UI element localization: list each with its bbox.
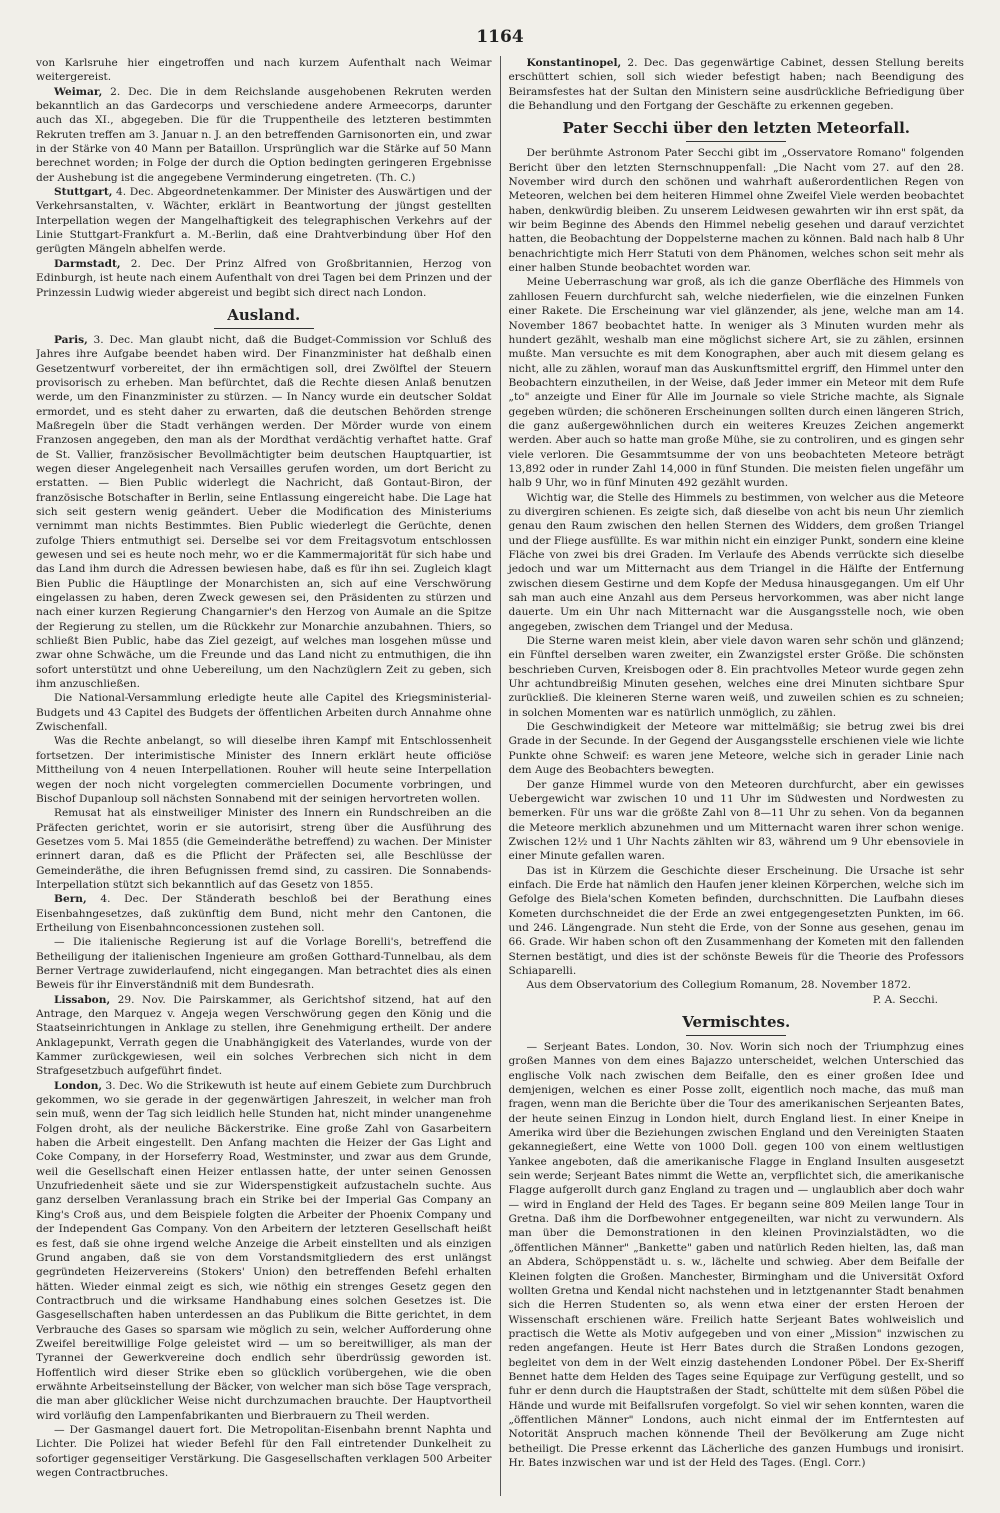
right-column — [501, 56, 965, 1496]
dateline: Paris, — [54, 333, 88, 346]
paragraph-text: 2. Dec. Die in dem Reichslande ausgehobenen Rekruten werden bekanntlich an das Gardecorps und verschiedene andere Armeecorps, darunter auch das XI., abgegeben. Die für die Truppentheile des letzteren bestimmten Rekruten treffen am 3. Januar n. J. an den betreffenden Garnisonorten ein, und zwar in der Stärke von 40 Mann per Bataillon. Ursprünglich war die Stärke auf 50 Mann berechnet worden; in Folge der durch die Option bedingten geringeren Ergebnisse der Aushebung ist die angegebene Verminderung eingetreten. (Th. C.) — [36, 85, 492, 184]
dateline: London, — [54, 1079, 103, 1092]
article-paragraph — [36, 691, 492, 734]
dateline: Lissabon, — [54, 993, 111, 1006]
article-paragraph — [36, 935, 492, 992]
paragraph-text: Der berühmte Astronom Pater Secchi gibt im „Osservatore Romano" folgenden Bericht über den letzten Sternschnuppenfall: „Die Nacht vom 27. auf den 28. November wird durch den schönen und wahrhaft außerordentlichen Regen von Meteoren, welchen bei dem heiteren Himmel ohne Zweifel Viele werden beobachtet haben, denkwürdig bleiben. Zu unserem Leidwesen gewahrten wir ihn erst spät, da wir beim Beginne des Abends den Himmel nebelig gesehen und darauf verzichtet hatten, die Beobachtung der Doppelsterne machen zu können. Bald nach halb 8 Uhr benachrichtigte mich Herr Statuti von dem Phänomen, welches schon seit mehr als einer halben Stunde beobachtet worden war. — [508, 147, 964, 275]
paragraph-text: — Der Gasmangel dauert fort. Die Metropolitan-Eisenbahn brennt Naphta und Lichter. Die Polizei hat wieder Befehl für den Fall eintretender Dunkelheit zu sofortiger gegenseitiger Verstärkung. Die Gasgesellschaften verklagen 500 Arbeiter wegen Contractbruches. — [36, 1423, 492, 1479]
dateline: Stuttgart, — [54, 186, 113, 199]
paragraph-text: Die National-Versammlung erledigte heute alle Capitel des Kriegsministerial-Budgets und 43 Capitel des Budgets der öffentlichen Arbeiten durch Annahme ohne Zwischenfall. — [36, 692, 492, 734]
dateline: Konstantinopel, — [526, 57, 622, 69]
article-paragraph — [36, 734, 492, 806]
section-rule — [686, 141, 786, 142]
paragraph-text: 2. Dec. Das gegenwärtige Cabinet, dessen Stellung bereits erschüttert schien, soll sich wieder befestigt haben; nach Beendigung des Beiramsfestes hat der Sultan den Ministern seine ausdrückliche Befriedigung über die Behandlung und den Fortgang der Geschäfte zu erkennen gegeben. — [508, 57, 964, 113]
article-paragraph — [36, 333, 492, 692]
paragraph-text: — Die italienische Regierung ist auf die Vorlage Borelli's, betreffend die Betheiligung der italienischen Ingenieure am großen Gotthard-Tunnelbau, als dem Berner Vertrage zuwiderlaufend, nicht eingegangen. Man betrachtet dies als einen Beweis für ihr Einverständniß mit dem Bundesrath. — [36, 936, 492, 992]
article-paragraph — [509, 56, 965, 113]
paragraph-text: — Serjeant Bates. London, 30. Nov. Worin sich noch der Triumphzug eines großen Mannes von dem eines Bajazzo unterscheidet, welchen Unterschied das englische Volk nach zwischen dem Beifalle, den es einer großen Idee und demjenigen, welchen es einer Posse zollt, eigentlich noch mache, das muß man fragen, wenn man die Berichte über die Tour des amerikanischen Serjeanten Bates, der heute seinen Einzug in London hielt, durch England liest. In einer Kneipe in Amerika wird über die Beziehungen zwischen England und den Vereinigten Staaten gekannegießert, eine Wette von 1000 Doll. gegen 100 von einem weltlustigen Yankee angeboten, daß die amerikanische Flagge in England Insulten ausgesetzt sein werde; Serjeant Bates nimmt die Wette an, verpflichtet sich, die amerikanische Flagge aufgerollt durch ganz England zu tragen und — unglaublich aber doch wahr — wird in England der Held des Tages. Er begann seine 809 Meilen lange Tour in Gretna. Daß ihm die Dorfbewohner entgegeneilten, war nicht zu verwundern. Als man über die Demonstrationen in den kleinen Provinzialstädten, wo die „öffentlichen Männer" „Bankette" gaben und natürlich Reden hielten, las, daß man an Abdera, Schöppenstädt u. s. w., lächelte und schwieg. Aber dem Beifalle der Kleinen folgten die Großen. Manchester, Birmingham und die Universität Oxford wollten Gretna und Kendal nicht nachstehen und in letztgenannter Stadt benahmen sich die Herren Studenten so, als wenn etwa einer der ersten Heroen der Wissenschaft erschienen wäre. Freilich hatte Serjeant Bates wohlweislich und practisch die Wette als Motiv aufgegeben und von einer „Mission" inzwischen zu reden angefangen. Heute ist Herr Bates durch die Straßen Londons gezogen, begleitet von dem in der Welt einzig dastehenden Londoner Pöbel. Der Ex-Sheriff Bennet hatte dem Helden des Tages seine Equipage zur Verfügung gestellt, und so fuhr er denn durch die Hauptstraßen der Stadt, schüttelte mit dem süßen Pöbel die Hände und wurde mit Beifallsrufen vorgefolgt. So viel wir sehen konnten, waren die „öffentlichen Männer" Londons, auch nicht einmal der im Entferntesten auf Notorität Anspruch machen könnende Theil der Bevölkerung am Zuge nicht betheiligt. Die Presse erkennt das Lächerliche des ganzen Humbugs und ironisirt. Hr. Bates inzwischen war und ist der Held des Tages. (Engl. Corr.) — [508, 1041, 964, 1469]
article-paragraph — [509, 720, 965, 777]
article-paragraph — [509, 1040, 965, 1470]
dateline: Weimar, — [54, 85, 103, 98]
paragraph-text: 3. Dec. Man glaubt nicht, daß die Budget-Commission vor Schluß des Jahres ihre Aufgabe beendet haben wird. Der Finanzminister hat deßhalb einen Gesetzentwurf vorbereitet, der ihn ermächtigen soll, drei Zwölftel der Steuern provisorisch zu erheben. Man befürchtet, daß die Rechte diesen Anlaß benutzen werde, um den Finanzminister zu stürzen. — In Nancy wurde ein deutscher Soldat ermordet, und es steht daher zu erwarten, daß die deutschen Behörden strenge Maßregeln über die Stadt verhängen werden. Der Mörder wurde von einem Franzosen angegeben, den man als der Mordthat verdächtig verhaftet hatte. Graf de St. Vallier, französischer Bevollmächtigter beim deutschen Hauptquartier, ist wegen dieser Angelegenheit nach Versailles gerufen worden, um dort Bericht zu erstatten. — Bien Public widerlegt die Nachricht, daß Gontaut-Biron, der französische Botschafter in Berlin, seine Entlassung eingereicht habe. Die Lage hat sich seit gestern wenig geändert. Ueber die Modification des Ministeriums vernimmt man nichts Bestimmtes. Bien Public wiederlegt die Gerüchte, denen zufolge Thiers entmuthigt sei. Derselbe sei vor dem Freitagsvotum entschlossen gewesen und sei es heute noch mehr, wo er die Kammermajorität für sich habe und das Land ihm durch die Adressen bewiesen habe, daß es für ihn sei. Zugleich klagt Bien Public die Häuptlinge der Monarchisten an, sich auf eine Verschwörung eingelassen zu haben, deren Zweck gewesen sei, den Präsidenten zu stürzen und nach einer kurzen Regierung Changarnier's den Herzog von Aumale an die Spitze der Regierung zu stellen, um die Rückkehr zur Monarchie anzubahnen. Thiers, so schließt Bien Public, habe das Ziel gezeigt, auf welches man losgehen müsse und zwar ohne Schwäche, um die Freunde und das Land nicht zu entmuthigen, die ihn sofort unterstützt und ohne Uebereilung, um den Nachzüglern Zeit zu geben, sich ihm anzuschließen. — [36, 333, 492, 691]
dateline: Darmstadt, — [54, 257, 121, 270]
article-paragraph — [36, 56, 492, 85]
article-paragraph — [509, 275, 965, 490]
article-paragraph — [509, 864, 965, 979]
paragraph-text: 2. Dec. Der Prinz Alfred von Großbritannien, Herzog von Edinburgh, ist heute nach einem Aufenthalt von drei Tagen bei dem Prinzen und der Prinzessin Ludwig wieder abgereist und begibt sich direct nach London. — [36, 257, 492, 299]
article-paragraph — [509, 978, 965, 992]
paragraph-text: 4. Dec. Abgeordnetenkammer. Der Minister des Auswärtigen und der Verkehrsanstalten, v. Wächter, erklärt in Beantwortung der jüngst gestellten Interpellation wegen der Mangelhaftigkeit des telegraphischen Verkehrs auf der Linie Stuttgart-Frankfurt a. M.-Berlin, daß eine Drahtverbindung über Hof den gerügten Mängeln abhelfen werde. — [36, 186, 492, 256]
paragraph-text: Die Geschwindigkeit der Meteore war mittelmäßig; sie betrug zwei bis drei Grade in der Secunde. In der Gegend der Ausgangsstelle erschienen viele wie lichte Punkte ohne Schweif: es waren jene Meteore, welche sich in gerader Linie nach dem Auge des Beobachters bewegten. — [508, 721, 964, 777]
paragraph-text: Was die Rechte anbelangt, so will dieselbe ihren Kampf mit Entschlossenheit fortsetzen. Der interimistische Minister des Innern erklärt heute officiöse Mittheilung von 4 neuen Interpellationen. Rouher will heute seine Interpellation wegen der noch nicht vorgelegten commerciellen Documente vorbringen, und Bischof Dupanloup soll nächsten Sonnabend mit der seinigen hervortreten wollen. — [36, 735, 492, 805]
article-paragraph — [36, 257, 492, 300]
section-rule — [686, 1035, 786, 1036]
section-heading: Vermischtes. — [682, 1013, 791, 1031]
page-number: 1164 — [476, 27, 524, 47]
paragraph-text: Die Sterne waren meist klein, aber viele davon waren sehr schön und glänzend; ein Fünftel derselben waren zweiter, ein Zwanzigstel erster Größe. Die schönsten beschrieben Curven, Kreisbogen oder 8. Ein prachtvolles Meteor wurde gegen zehn Uhr achtundbreißig Minuten gesehen, welches eine drei Minuten sichtbare Spur zurückließ. Die kleineren Sterne waren weiß, und zuweilen schien es zu schneien; in solchen Momenten war es natürlich unmöglich, zu zählen. — [508, 635, 964, 719]
article-paragraph — [36, 185, 492, 257]
paragraph-text: Aus dem Observatorium des Collegium Romanum, 28. November 1872. — [526, 979, 912, 992]
article-paragraph — [36, 806, 492, 892]
article-paragraph — [509, 778, 965, 864]
section-heading: Ausland. — [227, 305, 301, 324]
paragraph-text: von Karlsruhe hier eingetroffen und nach kurzem Aufenthalt nach Weimar weitergereist. — [36, 57, 492, 84]
columns — [36, 56, 964, 1496]
dateline: Bern, — [54, 893, 87, 906]
paragraph-text: 3. Dec. Wo die Strikewuth ist heute auf einem Gebiete zum Durchbruch gekommen, wo sie gerade in der gegenwärtigen Jahreszeit, in welcher man froh sein muß, wenn der Tag sich leidlich helle Stunden hat, nicht minder unangenehme Folgen droht, als der neuliche Bäckerstrike. Eine große Zahl von Gasarbeitern haben die Arbeit eingestellt. Den Anfang machten die Heizer der Gas Light and Coke Company, in der Horseferry Road, Westminster, und zwar aus dem Grunde, weil die Gesellschaft einen Heizer entlassen hatte, der unter seinen Genossen Unzufriedenheit säete und sie zur Widerspenstigkeit aufzustacheln suchte. Aus ganz derselben Veranlassung brach ein Strike bei der Imperial Gas Company an King's Croß aus, und dem Beispiele folgten die Arbeiter der Phoenix Company und der Independent Gas Company. Von den Arbeitern der letzteren Gesellschaft heißt es fest, daß sie ohne irgend welche Anzeige die Arbeit einstellten und als einzigen Grund angaben, daß sie von dem Vorstandsmitgliedern des erst unlängst gegründeten Heizervereins (Stokers' Union) den betreffenden Befehl erhalten hätten. Wieder einmal zeigt es sich, wie nöthig ein strenges Gesetz gegen den Contractbruch und die wirksame Handhabung eines solchen Gesetzes ist. Die Gasgesellschaften haben unterdessen an das Publikum die Bitte gerichtet, in dem Verbrauche des Gases so sparsam wie möglich zu sein, welcher Aufforderung ohne Zweifel bereitwillige Folge geleistet wird — um so bereitwilliger, als man der Tyrannei der Gewerkvereine doch endlich sehr überdrüssig geworden ist. Hoffentlich wird dieser Strike eben so glücklich vorübergehen, wie die oben erwähnte Arbeitseinstellung der Bäcker, von welcher man sich böse Tage versprach, die man aber glücklicher Weise nicht durchzumachen brauchte. Der Hauptvortheil wird vorläufig den Lampenfabrikanten und Bierbrauern zu Theil werden. — [36, 1079, 492, 1422]
article-paragraph — [36, 1079, 492, 1423]
article-paragraph — [509, 634, 965, 720]
section-heading: Pater Secchi über den letzten Meteorfall. — [562, 119, 910, 138]
paragraph-text: 29. Nov. Die Pairskammer, als Gerichtshof sitzend, hat auf den Antrage, den Marquez v. Angeja wegen Verschwörung gegen den König und die Staatseinrichtungen in Anklage zu stellen, ihre Genehmigung ertheilt. Der andere Anklagepunkt, Verrath gegen die Unabhängigkeit des Vaterlandes, wurde von der Kammer zurückgewiesen, weil ein solches Verbrechen sich nicht in dem Strafgesetzbuch aufgeführt findet. — [36, 993, 492, 1078]
article-paragraph — [36, 993, 492, 1079]
paragraph-text: 4. Dec. Der Ständerath beschloß bei der Berathung eines Eisenbahngesetzes, daß zukünftig dem Bund, nicht mehr den Cantonen, die Ertheilung von Eisenbahnconcessionen zustehen soll. — [36, 893, 492, 934]
paragraph-text: Meine Ueberraschung war groß, als ich die ganze Oberfläche des Himmels von zahllosen Feuern durchfurcht sah, welche niederfielen, wie die einzelnen Funken einer Rakete. Die Erscheinung war viel glänzender, als jene, welche man am 14. November 1867 beobachtet hatte. In weniger als 3 Minuten wurden mehr als hundert gezählt, weshalb man eine möglichst sichere Art, sie zu zählen, ersinnen mußte. Man versuchte es mit dem Konographen, aber auch mit diesem gelang es nicht, alle zu zählen, worauf man das Auskunftsmittel ergriff, den Himmel unter den Beobachtern einzutheilen, in der Weise, daß Jeder immer ein Meteor mit dem Rufe „to" anzeigte und Einer für Alle im Journale so viele Striche machte, als Signale gegeben würden; die schöneren Erscheinungen sollten durch einen längeren Strich, die ganz außergewöhnlichen durch ein weiteres Kreuzes Zeichen angemerkt werden. Aber auch so hatte man große Mühe, sie zu controliren, und es gingen sehr viele verloren. Die Gesammtsumme der von uns beobachteten Meteore beträgt 13,892 oder in runder Zahl 14,000 in fünf Stunden. Die meisten fielen ungefähr um halb 9 Uhr, wo in fünf Minuten 492 gezählt wurden. — [508, 276, 964, 490]
article-paragraph — [36, 85, 492, 185]
signature: P. A. Secchi. — [872, 993, 938, 1006]
article-paragraph — [509, 491, 965, 634]
paragraph-text: Der ganze Himmel wurde von den Meteoren durchfurcht, aber ein gewisses Uebergewicht war zwischen 10 und 11 Uhr im Südwesten und Nordwesten zu bemerken. Für uns war die größte Zahl von 8—11 Uhr zu sehen. Von da begannen die Meteore merklich abzunehmen und um Mitternacht waren ihrer schon wenige. Zwischen 12½ und 1 Uhr Nachts zählten wir 83, während um 9 Uhr ebensoviele in einer Minute gefallen waren. — [508, 778, 964, 863]
article-paragraph — [36, 1423, 492, 1480]
paragraph-text: Das ist in Kürzem die Geschichte dieser Erscheinung. Die Ursache ist sehr einfach. Die Erde hat nämlich den Haufen jener kleinen Körperchen, welche sich im Gefolge des Biela'schen Kometen befinden, durchschnitten. Die Laufbahn dieses Kometen durchschneidet die der Erde an zwei entgegengesetzten Punkten, im 66. und 246. Längengrade. Nun steht die Erde, von der Sonne aus gesehen, genau im 66. Grade. Wir haben schon oft den Zusammenhang der Kometen mit den fallenden Sternen bestätigt, und dies ist der schönste Beweis für die Theorie des Professors Schiaparelli. — [508, 864, 964, 977]
paragraph-text: Remusat hat als einstweiliger Minister des Innern ein Rundschreiben an die Präfecten gerichtet, worin er sie autorisirt, streng über die Ausführung des Gesetzes vom 5. Mai 1855 (die Gemeinderäthe betreffend) zu wachen. Der Minister erinnert daran, daß es die Pflicht der Präfecten sei, alle Beschlüsse der Gemeinderäthe, die ihren Befugnissen fremd sind, zu cassiren. Die Sonnabends-Interpellation stützt sich bekanntlich auf das Gesetz von 1855. — [36, 807, 492, 891]
section-rule — [214, 328, 314, 329]
article-paragraph — [36, 892, 492, 935]
left-column — [36, 56, 501, 1496]
paragraph-text: Wichtig war, die Stelle des Himmels zu bestimmen, von welcher aus die Meteore zu divergiren schienen. Es zeigte sich, daß dieselbe von acht bis neun Uhr ziemlich genau den Raum zwischen den hellen Sternen des Widders, dem großen Triangel und der Fliege ausfüllte. Es war mithin nicht ein einziger Punkt, sondern eine kleine Fläche von zwei bis drei Graden. Im Verlaufe des Abends verrückte sich dieselbe jedoch und war um Mitternacht aus dem Triangel in die Hälfte der Entfernung zwischen diesem Gestirne und dem Kopfe der Medusa hinausgegangen. Um elf Uhr sah man auch eine Anzahl aus dem Perseus hervorkommen, was aber nicht lange dauerte. Um ein Uhr nach Mitternacht war die Ausgangsstelle noch, wie oben angegeben, zwischen dem Triangel und der Medusa. — [508, 491, 964, 633]
article-paragraph — [509, 146, 965, 275]
